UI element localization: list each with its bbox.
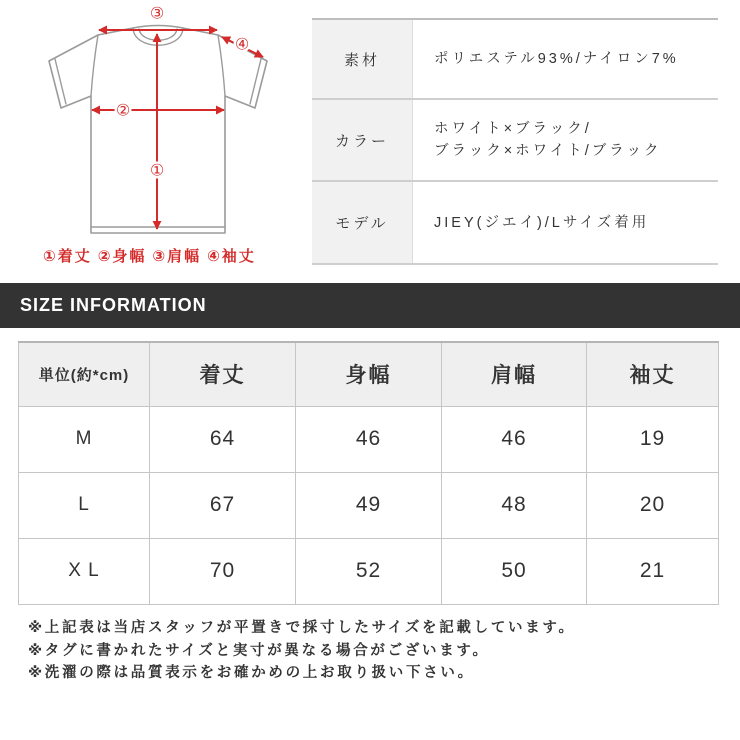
spec-row-model — [312, 182, 718, 265]
size-table-cell: 50 — [442, 538, 587, 604]
size-table-cell: 49 — [296, 472, 442, 538]
spec-row-color — [312, 100, 718, 182]
spec-value-line: ホワイト×ブラック/ — [434, 121, 592, 137]
spec-value-line: JIEY(ジエイ)/Lサイズ着用 — [434, 214, 650, 231]
marker-label-2 — [115, 101, 132, 120]
size-notes — [28, 617, 576, 685]
legend-item-shoulder-width: ③肩幅 — [152, 248, 202, 265]
size-table-header-body-width: 身幅 — [296, 342, 442, 406]
marker-2-text: ② — [115, 100, 131, 120]
note-line: ※洗濯の際は品質表示をお確かめの上お取り扱い下さい。 — [28, 665, 475, 681]
spec-value — [413, 20, 718, 98]
size-label-cell: M — [19, 406, 150, 472]
table-row — [19, 472, 719, 538]
spec-label: カラー — [312, 100, 413, 180]
size-table-cell: 67 — [150, 472, 296, 538]
tshirt-diagram — [0, 0, 300, 275]
note-line: ※タグに書かれたサイズと実寸が異なる場合がございます。 — [28, 642, 490, 659]
marker-label-3 — [149, 4, 166, 23]
spec-table — [312, 18, 718, 265]
legend-item-sleeve-length: ④袖丈 — [207, 248, 256, 265]
size-table-cell: 46 — [442, 406, 587, 472]
tshirt-diagram-graphic — [0, 0, 300, 245]
size-table-header-shoulder-width: 肩幅 — [442, 342, 587, 406]
marker-label-1 — [149, 161, 166, 180]
size-table — [18, 341, 719, 605]
size-table-header-length: 着丈 — [150, 342, 296, 406]
table-row — [19, 538, 719, 604]
marker-3-text: ③ — [149, 3, 165, 23]
size-table-cell: 64 — [150, 406, 296, 472]
table-row — [19, 406, 719, 472]
legend-item-length: ①着丈 — [43, 248, 92, 265]
size-table-header-unit: 単位(約*cm) — [19, 342, 150, 406]
size-table-cell: 70 — [150, 538, 296, 604]
spec-label: モデル — [312, 182, 413, 263]
spec-value — [413, 100, 718, 180]
size-table-cell: 46 — [296, 406, 442, 472]
size-table-cell: 52 — [296, 538, 442, 604]
legend-item-body-width: ②身幅 — [97, 248, 147, 265]
spec-value-line: ポリエステル93%/ナイロン7% — [434, 51, 679, 67]
size-label-cell: L — [19, 472, 150, 538]
marker-4-text: ④ — [234, 34, 250, 54]
size-table-cell: 21 — [587, 538, 719, 604]
spec-label: 素材 — [312, 20, 413, 98]
size-table-cell: 20 — [587, 472, 719, 538]
size-table-cell: 48 — [442, 472, 587, 538]
size-label-cell: X L — [19, 538, 150, 604]
spec-row-material — [312, 20, 718, 100]
note-line: ※上記表は当店スタッフが平置きで採寸したサイズを記載しています。 — [28, 620, 576, 636]
section-header-band — [0, 283, 740, 328]
size-table-header-sleeve-length: 袖丈 — [587, 342, 719, 406]
measurement-legend — [43, 248, 262, 266]
size-table-cell: 19 — [587, 406, 719, 472]
marker-1-text: ① — [149, 160, 165, 180]
spec-value-line: ブラック×ホワイト/ブラック — [434, 143, 662, 159]
marker-label-4 — [234, 35, 251, 54]
spec-value — [413, 182, 718, 263]
size-table-header-row — [19, 342, 719, 406]
section-title: SIZE INFORMATION — [20, 295, 207, 315]
